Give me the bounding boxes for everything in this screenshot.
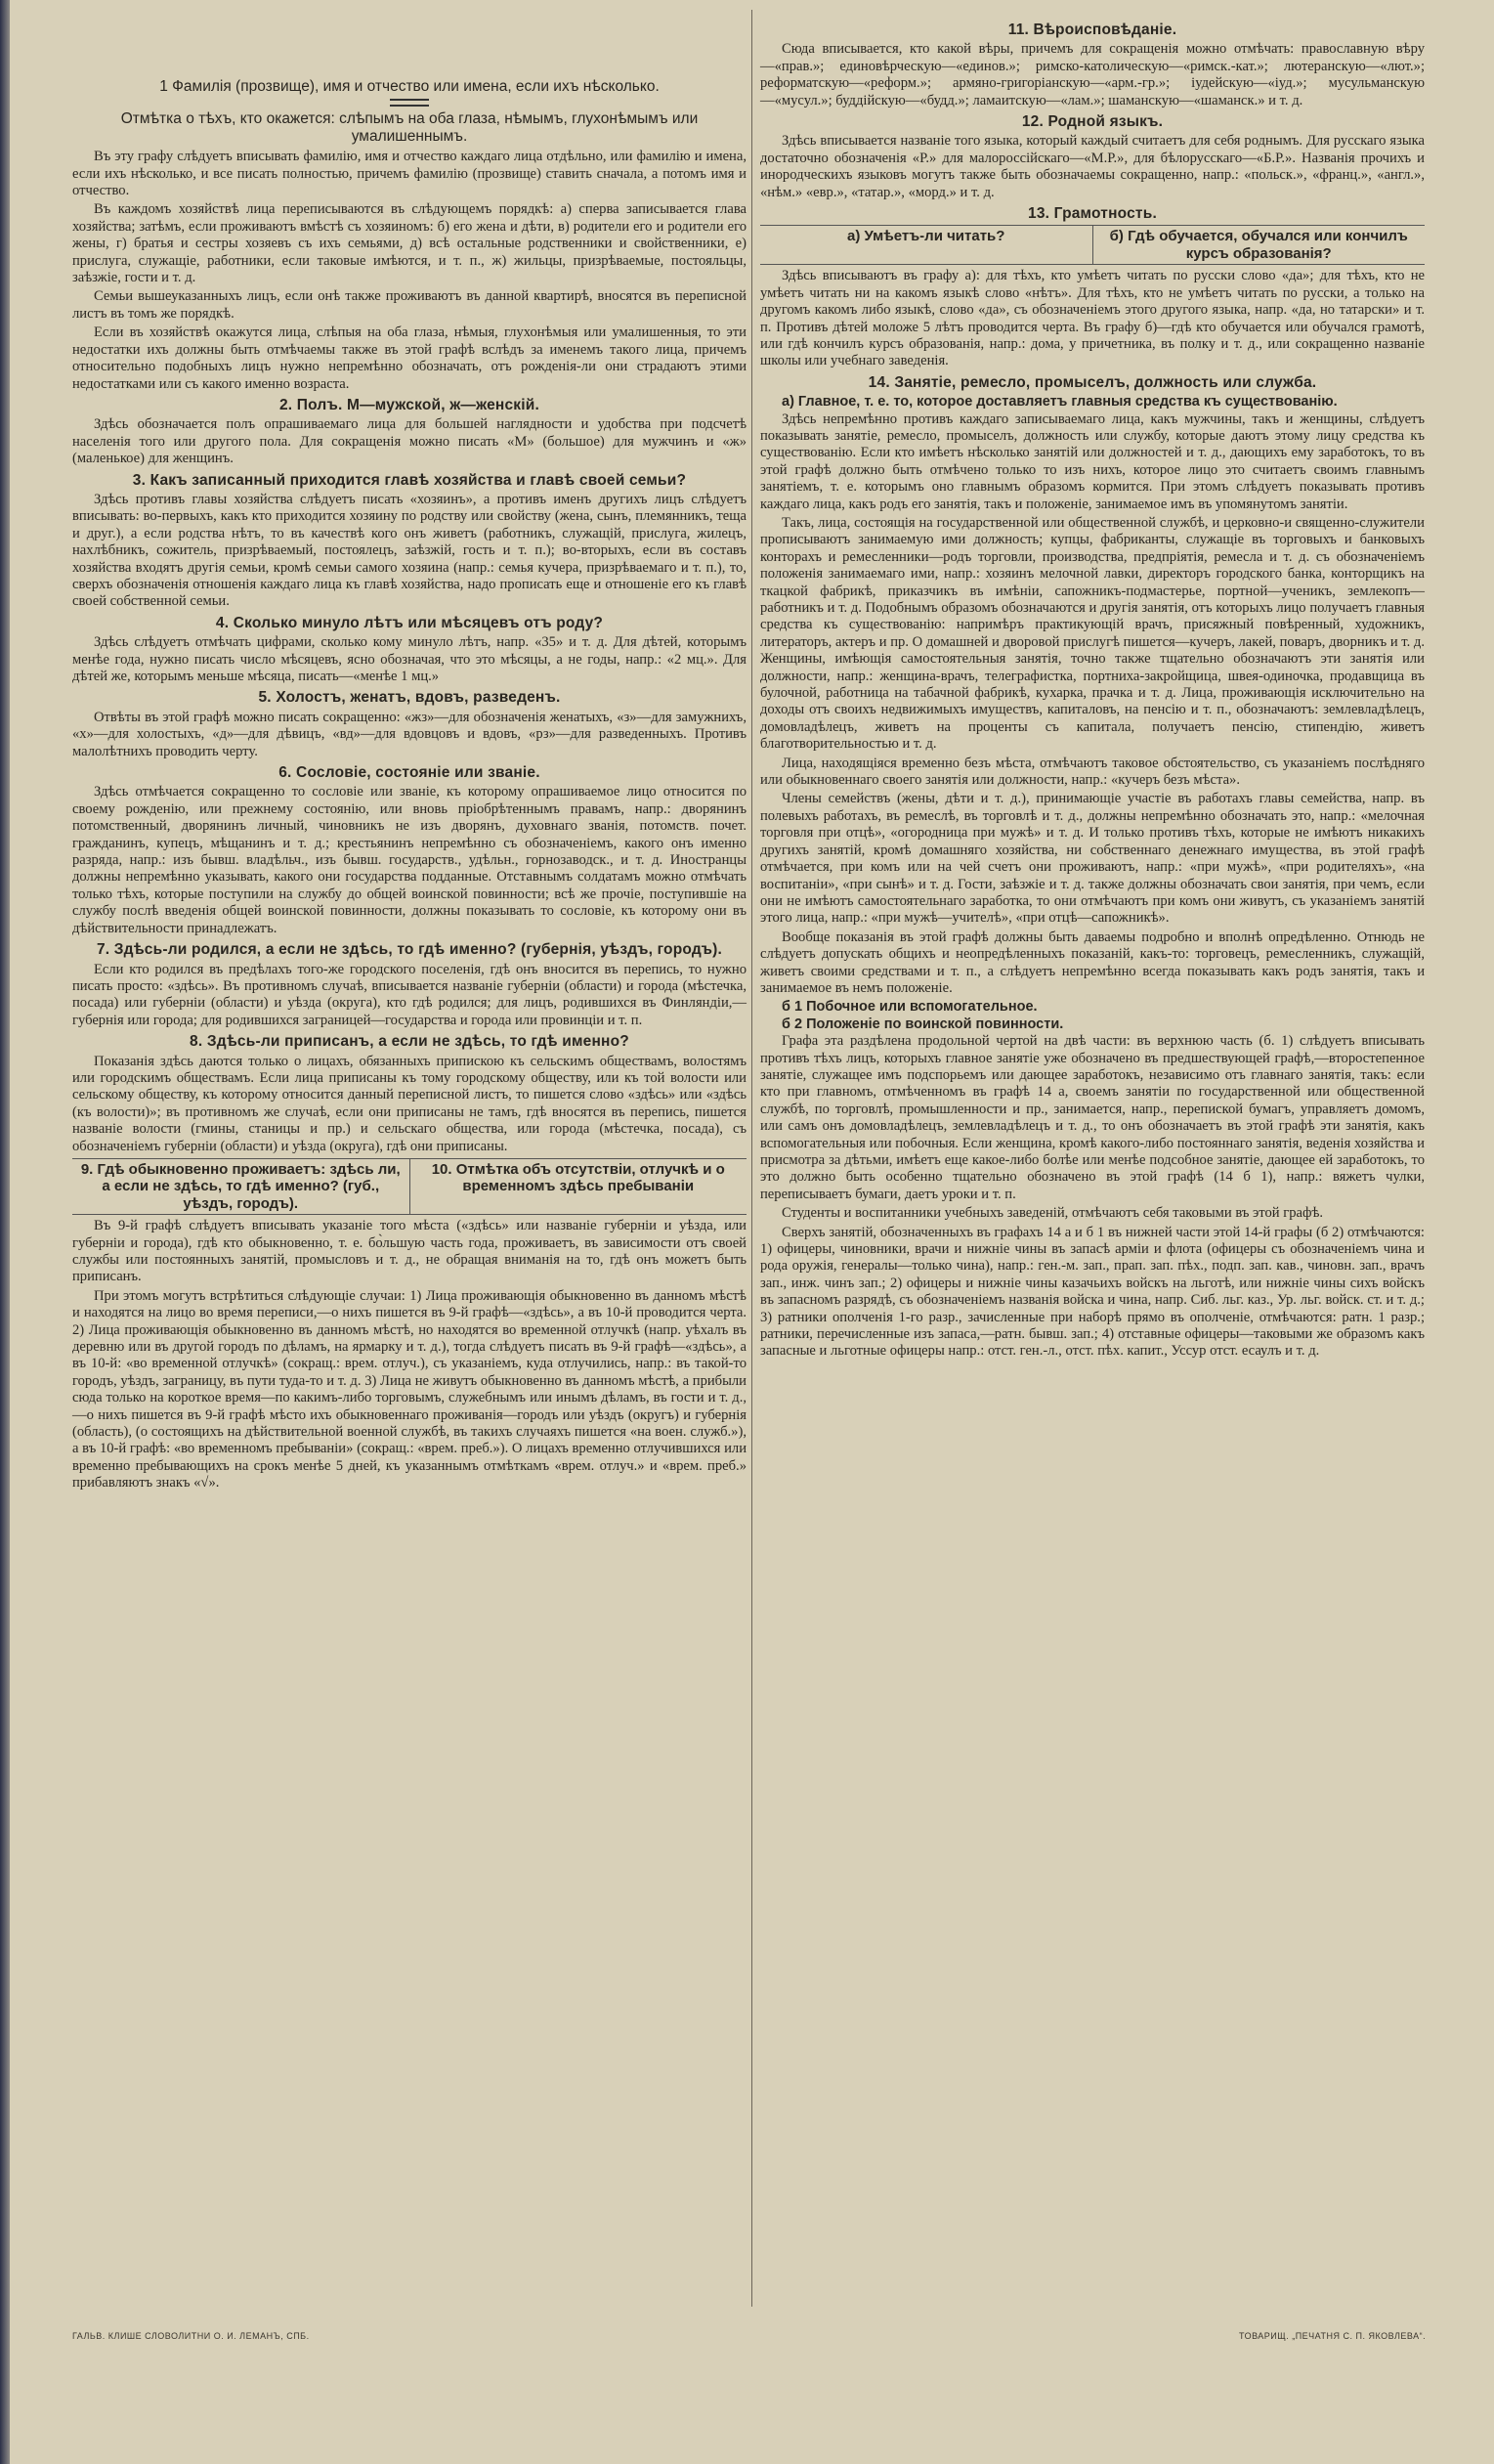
paragraph: При этомъ могутъ встрѣтиться слѣдующіе случаи: 1) Лица проживающія обыкновенно въ данномъ мѣстѣ и находятся на лицо во время переписи,—о нихъ пишется въ 9-й графѣ—«здѣсь», а въ 10-й проводится черта. 2) Лица проживающія обыкновенно въ данномъ мѣстѣ, но находятся во временной отлучкѣ (напр. уѣхалъ въ деревню или въ другой городъ по дѣламъ, на ярмарку и т. д.), тогда слѣдуетъ писать въ 9-й графѣ—«здѣсь», а въ 10-й: «во временной отлучкѣ» (сокращ.: врем. отлуч.), съ указаніемъ, куда отлучились, напр.: въ такой-то городъ, уѣздъ, заграницу, въ пути туда-то и т. д. 3) Лица не живутъ обыкновенно въ данномъ мѣстѣ, а прибыли сюда только на короткое время—по какимъ-либо торговымъ, служебнымъ или инымъ дѣламъ, въ гости и т. д.,—о нихъ пишется въ 9-й графѣ мѣсто ихъ обыкновеннаго проживанія—городъ или уѣздъ (округъ) и губернія (область), (о состоящихъ на дѣйствительной военной службѣ, въ такихъ случаяхъ пишется «на воен. служб.»), а въ 10-й графѣ: «во временномъ пребываніи» (сокращ.: «врем. преб.»). О лицахъ временно отлучившихся или временно пребывающихъ на срокъ менѣе 5 дней, къ указаннымъ отмѣткамъ «врем. отлуч.» и «врем. преб.» прибавляютъ знакъ «√». [72, 1287, 747, 1491]
paragraph: Здѣсь слѣдуетъ отмѣчать цифрами, сколько кому минуло лѣтъ, напр. «35» и т. д. Для дѣтей, которымъ менѣе года, нужно писать число мѣсяцевъ, ясно обозначая, что это мѣсяцы, а не годы, напр.: «2 мц.». Для дѣтей же, которымъ меньше мѣсяца, писать—«менѣе 1 мц.» [72, 634, 747, 684]
subsection-heading: б 1 Побочное или вспомогательное. [782, 999, 1038, 1016]
paragraph: Отвѣты въ этой графѣ можно писать сокращенно: «жз»—для обозначенія женатыхъ, «з»—для замужнихъ, «х»—для холостыхъ, «д»—для дѣвицъ, «вд»—для вдовцовъ и вдовъ, «рз»—для разведенныхъ. Противъ малолѣтнихъ проводить черту. [72, 709, 747, 759]
section-heading: 5. Холостъ, женатъ, вдовъ, разведенъ. [258, 689, 561, 707]
footer-right-imprint: ТОВАРИЩ. „ПЕЧАТНЯ С. П. ЯКОВЛЕВА“. [1239, 2331, 1427, 2341]
paragraph: Студенты и воспитанники учебныхъ заведеній, отмѣчаютъ себя таковыми въ этой графѣ. [782, 1205, 1324, 1222]
split-heading-left: 9. Гдѣ обыкновенно проживаетъ: здѣсь ли, а если не здѣсь, то гдѣ именно? (губ., уѣздъ, городъ). [72, 1159, 410, 1214]
paragraph: Сюда вписывается, кто какой вѣры, причемъ для сокращенія можно отмѣчать: православную вѣру—«прав.»; единовѣрческую—«единов.»; римско-католическую—«римск.-кат.»; лютеранскую—«лют.»; реформатскую—«реформ.»; армяно-григоріанскую—«арм.-гр.»; іудейскую—«іуд.»; мусульманскую—«мусул.»; буддійскую—«будд.»; ламаитскую—«лам.»; шаманскую—«шаманск.» и т. д. [760, 41, 1425, 108]
paragraph: Члены семействъ (жены, дѣти и т. д.), принимающіе участіе въ работахъ главы семейства, напр. въ полевыхъ работахъ, въ ремеслѣ, въ торговлѣ и т. д., должны непремѣнно обозначать это, напр.: «мелочная торговля при отцѣ», «огородница при мужѣ» и т. д. И только противъ тѣхъ, которые не имѣютъ никакихъ другихъ занятій, кромѣ домашняго хозяйства, ни собственнаго денежнаго имущества, въ этой графѣ отмѣчается, при комъ или на чей счетъ они проживаютъ, напр.: «при мужѣ», «при родителяхъ», «на воспитаніи», «при сынѣ» и т. д. Гости, заѣзжіе и т. д. также должны обозначать свои занятія, при чемъ, если они не имѣютъ самостоятельнаго заработка, то они отмѣчаютъ при комъ они живутъ, съ указаніемъ занятій этого лица, напр.: «при мужѣ—учителѣ», «при отцѣ—сапожникѣ». [760, 791, 1425, 927]
paragraph: Въ каждомъ хозяйствѣ лица переписываются въ слѣдующемъ порядкѣ: а) сперва записывается глава хозяйства; затѣмъ, если проживаютъ вмѣстѣ съ хозяиномъ: б) его жена и дѣти, в) родители его и родители его жены, г) братья и сестры хозяевъ съ ихъ семьями, д) всѣ остальные родственники и свойственники, е) прислуга, служащіе, работники, если таковые имѣются, и т. п., ж) жильцы, призрѣваемые, постояльцы, заѣзжіе, гости и т. д. [72, 201, 747, 286]
paragraph: Если кто родился въ предѣлахъ того-же городского поселенія, гдѣ онъ вносится въ перепись, то нужно писать просто: «здѣсь». Въ противномъ случаѣ, вписывается названіе губерніи (области) и города (мѣстечка, посада) или губерніи (области) и уѣзда (округа), кто гдѣ родился; для лицъ, родившихся въ Финляндіи,—губернія или города; для родившихся заграницей—государства и города или провинціи и т. п. [72, 961, 747, 1028]
paragraph: Въ 9-й графѣ слѣдуетъ вписывать указаніе того мѣста («здѣсь» или названіе губерніи и уѣзда, или губерніи и города), гдѣ кто обыкновенно, т. е. бо̀льшую часть года, проживаетъ, въ зависимости отъ своей службы или постоянныхъ занятій, промысловъ и т. д., не обращая вниманія на то, гдѣ онъ можетъ быть приписанъ. [72, 1218, 747, 1285]
section-heading: 11. Вѣроисповѣданіе. [1007, 22, 1177, 38]
paragraph: Здѣсь отмѣчается сокращенно то сословіе или званіе, къ которому опрашиваемое лицо относится по своему рожденію, или прежнему состоянію, или вновь пріобрѣтеннымъ правамъ, напр.: дворянинъ потомственный, дворянинъ личный, чиновникъ не изъ дворянъ, духовнаго званія, потомств. почет. гражданинъ, купецъ, мѣщанинъ и т. д.; крестьянинъ непремѣнно съ обозначеніемъ, какого онъ именно разряда, напр.: изъ бывш. владѣльч., изъ бывш. государств., удѣльн., горнозаводск., и т. д. Иностранцы должны непремѣнно указывать, какого они государства подданные. Отставнымъ солдатамъ можно отмѣчать только тѣхъ, которые поступили на службу до общей воинской повинности; всѣ же прочіе, поступившіе на службу послѣ введенія общей воинской повинности, должны показывать то сословіе, къ которому они въ дѣйствительности принадлежатъ. [72, 784, 747, 936]
paragraph: Здѣсь обозначается полъ опрашиваемаго лица для большей наглядности и удобства при подсчетѣ населенія того или другого пола. Для сокращенія можно писать «М» (большое) для мужчинъ и «ж» (маленькое) для женщинъ. [72, 416, 747, 467]
paragraph: Семьи вышеуказанныхъ лицъ, если онѣ также проживаютъ въ данной квартирѣ, вносятся въ переписной листъ въ томъ же порядкѣ. [72, 288, 747, 322]
split-heading [72, 1158, 747, 1215]
paragraph: Здѣсь вписываютъ въ графу а): для тѣхъ, кто умѣетъ читать по русски слово «да»; для тѣхъ, кто не умѣетъ читать ни на какомъ языкѣ слово «нѣтъ». Для тѣхъ, кто не умѣетъ читать по русски, а только на другомъ какомъ либо языкѣ, слово «да», съ обозначеніемъ этого другого языка, напр. «да, но татарски» и т. п. Противъ дѣтей моложе 5 лѣтъ проводится черта. Въ графу б)—гдѣ кто обучается или обучался грамотѣ, или гдѣ кончилъ курсъ образованія, напр.: дома, у причетника, въ полку и т. д., или сокращенно названіе школы или учебнаго заведенія. [760, 268, 1425, 369]
split-heading [760, 225, 1425, 265]
paragraph: Здѣсь противъ главы хозяйства слѣдуетъ писать «хозяинъ», а противъ именъ другихъ лицъ слѣдуетъ вписывать: во-первыхъ, какъ кто приходится хозяину по родству или свойству (жена, сынъ, племянникъ, теща и друг.), а если родства нѣтъ, то въ качествѣ кого онъ живетъ (работникъ, служащій, прислуга, жилецъ, нахлѣбникъ, сожитель, призрѣваемый, постоялецъ, заѣзжій, гость и т. п.); во-вторыхъ, если въ составъ хозяйства входятъ другія семьи, кромѣ семьи самого хозяина (напр.: семья кучера, призрѣваемаго и т. п.), то, сверхъ обозначенія отношенія каждаго лица къ главѣ хозяйства, надо прописать еще и отношеніе его къ главѣ своей собственной семьи. [72, 491, 747, 610]
section-subtitle: Отмѣтка о тѣхъ, кто окажется: слѣпымъ на оба глаза, нѣмымъ, глухонѣмымъ или умалишеннымъ. [72, 105, 747, 145]
section-title: 1 Фамилія (прозвище), имя и отчество или имена, если ихъ нѣсколько. [72, 78, 747, 101]
paragraph: Вообще показанія въ этой графѣ должны быть даваемы подробно и вполнѣ опредѣленно. Отнюдь не слѣдуетъ допускать общихъ и неопредѣленныхъ показаній, какъ-то: торговецъ, ремесленникъ, служащій, живетъ своими средствами и т. п., а слѣдуетъ непремѣнно всегда показывать какъ родъ занятія, такъ и занимаемое въ немъ положеніе. [760, 929, 1425, 996]
split-heading-right: 10. Отмѣтка объ отсутствіи, отлучкѣ и о временномъ здѣсь пребываніи [431, 1160, 725, 1195]
paragraph: Такъ, лица, состоящія на государственной или общественной службѣ, и церковно-и священно-служители прописываютъ занимаемую ими должность; купцы, фабриканты, служащіе въ торговыхъ и банковыхъ конторахъ и ремесленники—родъ торговли, производства, предпріятія, ремесла и т. д. съ обозначеніемъ положенія занимаемаго ими, напр.: хозяинъ мелочной лавки, директоръ городского банка, конторщикъ на ткацкой фабрикѣ, приказчикъ въ имѣніи, сапожникъ-подмастерье, портной—ученикъ, землекопъ—работникъ и т. д. Подобнымъ образомъ обозначаются и другія занятія, отъ которыхъ лицо получаетъ главныя средства къ существованію: напримѣръ практикующій врачъ, присяжный повѣренный, художникъ, литераторъ, актеръ и пр. О домашней и дворовой прислугѣ пишется—кучеръ, лакей, поваръ, дворникъ и т. д. Женщины, имѣющія самостоятельныя занятія, точно также тщательно обозначаютъ эти занятія или должности, напр.: женщина-врачъ, телеграфистка, портниха-закройщица, швея-одиночка, продавщица въ булочной, работница на табачной фабрикѣ, кухарка, прачка и т. д. Лица, проживающія исключительно на доходы отъ своихъ недвижимыхъ имуществъ, капиталовъ, на пенсію и т. п., обозначаютъ: землевладѣлецъ, домовладѣлецъ, живетъ на проценты съ капитала, получаетъ пенсію, стипендію, живетъ благотворительностью и т. д. [760, 514, 1425, 753]
paragraph: Графа эта раздѣлена продольной чертой на двѣ части: въ верхнюю часть (б. 1) слѣдуетъ вписывать противъ тѣхъ лицъ, которыхъ главное занятіе уже обозначено въ предшествующей графѣ,—второстепенное занятіе, служащее имъ подспорьемъ или дающее заработокъ, независимо отъ главнаго занятія, такъ: если кто при главномъ, отмѣченномъ въ графѣ 14 а, своемъ занятіи по государственной или общественной службѣ, по торговлѣ, промышленности и пр., занимается, напр., перепиской бумагъ, управляетъ домомъ, или самъ онъ домовладѣлецъ, землевладѣлецъ и т. д., то онъ обозначаетъ въ этой графѣ эти занятія, какъ вспомогательныя или побочныя. Если женщина, кромѣ какого-либо постояннаго занятія, веденія хозяйства и присмотра за дѣтьми, имѣетъ еще какое-либо болѣе или менѣе подсобное занятіе, дающее ей заработокъ, то это должно быть особенно тщательно обозначено въ этой графѣ (14 б 1), напр.: вяжетъ чулки, переписываетъ бумаги, даетъ уроки и т. п. [760, 1033, 1425, 1202]
paragraph: Лица, находящіяся временно безъ мѣста, отмѣчаютъ таковое обстоятельство, съ указаніемъ послѣдняго или обыкновеннаго своего занятія или должности, напр.: «кучеръ безъ мѣста». [760, 755, 1425, 789]
section-heading: 7. Здѣсь-ли родился, а если не здѣсь, то гдѣ именно? (губернія, уѣздъ, городъ). [96, 941, 723, 959]
paragraph: Сверхъ занятій, обозначенныхъ въ графахъ 14 а и б 1 въ нижней части этой 14-й графы (б 2) отмѣчаются: 1) офицеры, чиновники, врачи и нижніе чины въ запасѣ арміи и флота (офицеры съ обозначеніемъ чина и рода оружія, генералы—только чина), напр.: ген.-м. зап., прап. зап. пѣх., подп. зап. кав., чиновн. зап., врачъ зап., инж. чинъ зап.; 2) офицеры и нижніе чины казачьихъ войскъ на льготѣ, или нижніе чины сихъ войскъ въ запасномъ разрядѣ, съ обозначеніемъ названія войска и чина, напр. Сиб. льг. каз., Ур. льг. войск. ст. и т. д.; 3) ратники ополченія 1-го разр., зачисленные при наборѣ прямо въ ополченіе, отмѣчаются: ратн. 1 разр.; ратники, перечисленные изъ запаса,—ратн. бывш. зап.; 4) отставные офицеры—таковыми же образомъ какъ запасные и льготные офицеры напр.: отст. ген.-л., отст. пѣх. капит., Уссур отст. есаулъ и т. д. [760, 1224, 1425, 1360]
section-heading: 12. Родной языкъ. [1021, 113, 1164, 131]
paragraph: Если въ хозяйствѣ окажутся лица, слѣпыя на оба глаза, нѣмыя, глухонѣмыя или умалишенныя, то эти недостатки ихъ должны быть отмѣчаемы также въ этой графѣ вслѣдъ за именемъ такого лица, причемъ относительно подобныхъ лицъ нужно непремѣнно обозначать, отъ рожденія-ли они страдаютъ этими недостатками или съ какого именно возраста. [72, 324, 747, 392]
section-heading: 3. Какъ записанный приходится главѣ хозяйства и главѣ своей семьи? [132, 471, 687, 489]
left-column [72, 78, 747, 1494]
section-heading: 6. Сословіе, состояніе или званіе. [278, 764, 540, 782]
split-heading-right: б) Гдѣ обучается, обучался или кончилъ курсъ образованія? [1109, 228, 1408, 262]
subsection-heading: а) Главное, т. е. то, которое доставляетъ главныя средства къ существованію. [782, 394, 1338, 411]
scan-edge [0, 0, 10, 2464]
split-heading-left: а) Умѣетъ-ли читать? [760, 226, 1093, 264]
paragraph: Въ эту графу слѣдуетъ вписывать фамилію, имя и отчество каждаго лица отдѣльно, или фамилію и имена, если ихъ нѣсколько, и все писать полностью, причемъ фамилію (прозвище) ставить сначала, а потомъ имя и отчество. [72, 149, 747, 199]
subsection-heading: б 2 Положеніе по воинской повинности. [782, 1016, 1064, 1032]
paragraph: Здѣсь вписывается названіе того языка, который каждый считаетъ для себя роднымъ. Для русскаго языка достаточно обозначенія «Р.» для малороссійскаго—«М.Р.», для бѣлорусскаго—«Б.Р.». Названія прочихъ и инородческихъ языковъ могутъ также быть обозначаемы сокращенно, напр.: «польск.», «франц.», «англ.», «нѣм.» «евр.», «татар.», «морд.» и т. д. [760, 133, 1425, 200]
paragraph: Здѣсь непремѣнно противъ каждаго записываемаго лица, какъ мужчины, такъ и женщины, слѣдуетъ показывать занятіе, ремесло, промыселъ, должность или службу, которые даютъ этому лицу средства къ существованію. Если кто имѣетъ нѣсколько занятій или должностей и т. д., дающихъ ему заработокъ, то въ этой графѣ должно быть отмѣчено только то изъ нихъ, которое лицо это считаетъ своимъ главнымъ занятіемъ, т. е. которымъ оно главнымъ образомъ кормится. При этомъ слѣдуетъ показывать противъ каждаго лица, какъ родъ его занятія, такъ и положеніе, занимаемое имъ въ упомянутомъ занятіи. [760, 411, 1425, 512]
section-heading: 4. Сколько минуло лѣтъ или мѣсяцевъ отъ роду? [215, 614, 604, 631]
right-column [760, 18, 1425, 1362]
column-divider [751, 10, 752, 2307]
section-heading: 14. Занятіе, ремесло, промыселъ, должность или служба. [868, 373, 1317, 391]
footer-left-imprint: ГАЛЬВ. КЛИШЕ СЛОВОЛИТНИ О. И. ЛЕМАНЪ, СПБ. [72, 2331, 310, 2341]
section-heading: 13. Грамотность. [1028, 205, 1157, 223]
section-heading: 2. Полъ. М—мужской, ж—женскій. [278, 396, 540, 413]
paragraph: Показанія здѣсь даются только о лицахъ, обязанныхъ припискою къ сельскимъ обществамъ, волостямъ или городскимъ обществамъ. Если лица приписаны къ тому городскому обществу, или къ той волости или сельскому обществу, къ которому относится данный переписной листъ, то пишется слово «здѣсь» или «здѣсь (къ волости)»; въ противномъ же случаѣ, если они приписаны не тамъ, гдѣ вносятся въ перепись, пишется названіе волости (гмины, станицы и пр.) и сельскаго общества, или города (мѣстечка, посада), съ обозначеніемъ губерніи (области) и уѣзда (округа), гдѣ они приписаны. [72, 1053, 747, 1154]
section-heading: 8. Здѣсь-ли приписанъ, а если не здѣсь, то гдѣ именно? [190, 1033, 629, 1051]
